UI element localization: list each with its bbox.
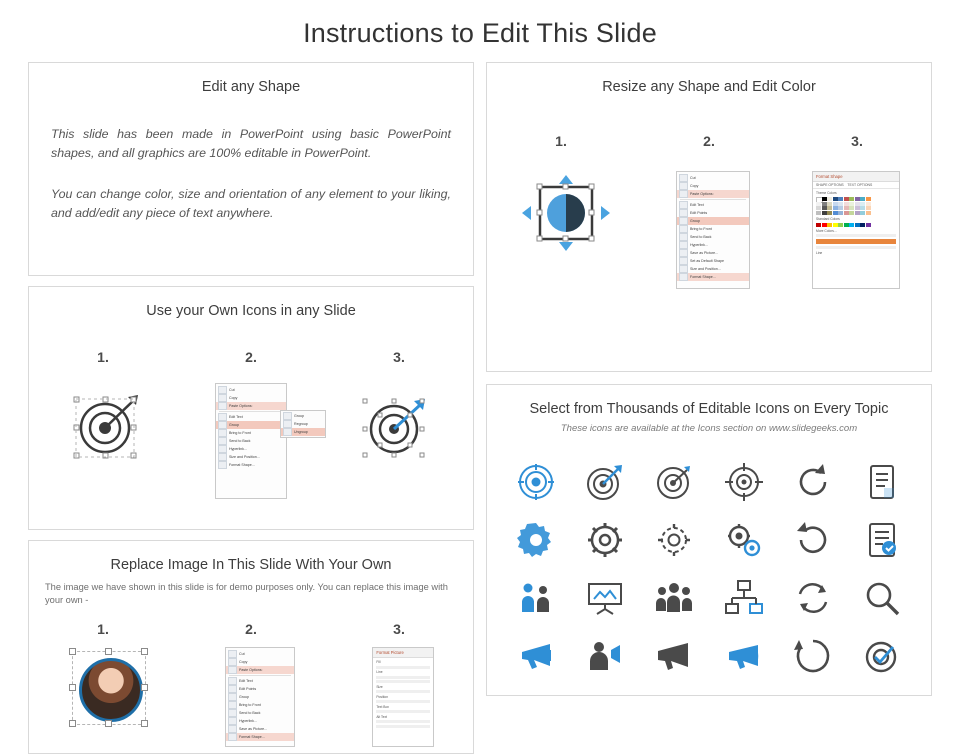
panel-row (376, 676, 430, 679)
save-picture-icon (228, 725, 237, 733)
menu-item-cut: Cut (226, 650, 294, 658)
send-back-icon (218, 437, 227, 445)
cycle-arrows-icon[interactable] (793, 636, 833, 676)
paste-icon (218, 402, 227, 410)
format-shape-tabs (813, 182, 899, 189)
line-label: Line (376, 670, 383, 674)
panel-resize-shape (486, 62, 932, 372)
icon-context-menu-screenshot (215, 383, 308, 499)
menu-item-edit-points: Edit Points (677, 209, 749, 217)
own-icons-step-numbers (29, 349, 473, 365)
save-picture-icon (679, 249, 688, 257)
resize-handle[interactable] (69, 648, 76, 655)
copy-icon (679, 182, 688, 190)
target-dart-icon[interactable] (654, 462, 694, 502)
replace-step-2-number: 2. (245, 621, 257, 637)
document-list-icon[interactable] (862, 462, 902, 502)
gear-blue-icon[interactable] (516, 520, 556, 560)
checklist-icon[interactable] (862, 520, 902, 560)
standard-color-swatches (816, 223, 896, 227)
own-icons-step-3-number: 3. (393, 349, 405, 365)
tab-shape-options: SHAPE OPTIONS (816, 183, 844, 187)
replace-image-note: The image we have shown in this slide is for demo purposes only. You can replace this image with your own - (45, 582, 448, 605)
panel-title-own-icons: Use your Own Icons in any Slide (146, 303, 356, 319)
target-arrow-icon[interactable] (585, 462, 625, 502)
group-icon (283, 412, 292, 420)
menu-item-cut: Cut (677, 174, 749, 182)
format-shape-icon (228, 733, 237, 741)
group-icon (679, 217, 688, 225)
own-icon-selected-demo (62, 383, 148, 469)
menu-item-format-shape: Format Shape... (677, 273, 749, 281)
alt-text-label: Alt Text (376, 714, 388, 719)
resize-handle[interactable] (105, 720, 112, 727)
menu-item-edit-text: Edit Text (677, 201, 749, 209)
format-shape-title: Format Shape (813, 172, 899, 182)
megaphone-icon[interactable] (516, 636, 556, 676)
textbox-label: Text Box (376, 704, 389, 709)
line-label: Line (816, 250, 823, 255)
bring-front-icon (228, 701, 237, 709)
menu-item-copy: Copy (677, 182, 749, 190)
tab-text-options: TEXT OPTIONS (847, 183, 873, 187)
cut-icon (679, 174, 688, 182)
resize-step-3-number: 3. (851, 133, 863, 149)
menu-item-edit-text: Edit Text (216, 413, 286, 421)
loudspeaker-icon[interactable] (654, 636, 694, 676)
menu-item-format-shape: Format Shape... (226, 733, 294, 741)
resize-shape-demo (518, 171, 614, 267)
org-chart-icon[interactable] (724, 578, 764, 618)
menu-item-cut: Cut (216, 386, 286, 394)
menu-item-hyperlink: Hyperlink... (216, 445, 286, 453)
theme-color-swatches (816, 197, 896, 215)
hyperlink-icon (218, 445, 227, 453)
panel-row (376, 690, 430, 693)
panel-title-icon-library: Select from Thousands of Editable Icons on Every Topic (529, 401, 889, 417)
edit-points-icon (679, 209, 688, 217)
edit-shape-paragraph-2: You can change color, size and orientation of any element to your liking, and add/edit any piece of text anywhere. (51, 187, 451, 220)
menu-item-send-to-back: Send to Back (216, 437, 286, 445)
gears-pair-icon[interactable] (724, 520, 764, 560)
menu-item-hyperlink: Hyperlink... (677, 241, 749, 249)
cut-icon (218, 386, 227, 394)
send-back-icon (679, 233, 688, 241)
more-colors-label: More Colors... (816, 228, 837, 233)
menu-item-send-to-back: Send to Back (677, 233, 749, 241)
menu-item-format-shape: Format Shape... (216, 461, 286, 469)
format-picture-title: Format Picture (373, 648, 433, 658)
icon-library-subtitle: These icons are available at the Icons section on www.slidegeeks.com (560, 423, 858, 434)
menu-item-paste-options: Paste Options: (226, 666, 294, 674)
resize-step-1-number: 1. (555, 133, 567, 149)
panel-row (816, 246, 896, 249)
menu-item-group: Group (226, 693, 294, 701)
bring-front-icon (679, 225, 688, 233)
copy-icon (228, 658, 237, 666)
group-submenu (280, 410, 326, 438)
menu-item-save-as-picture: Save as Picture... (677, 249, 749, 257)
menu-item-bring-to-front: Bring to Front (677, 225, 749, 233)
sync-arrows-icon[interactable] (793, 578, 833, 618)
panel-row (376, 666, 430, 669)
regroup-icon (283, 420, 292, 428)
menu-item-paste-options: Paste Options: (677, 190, 749, 198)
replace-image-step-numbers (29, 621, 473, 637)
panel-row (376, 720, 430, 723)
default-shape-icon (679, 257, 688, 265)
resize-handle[interactable] (141, 648, 148, 655)
resize-step-numbers (487, 133, 931, 149)
panel-row (376, 700, 430, 703)
panel-title-resize-shape: Resize any Shape and Edit Color (602, 79, 816, 95)
gear-dashed-icon[interactable] (654, 520, 694, 560)
image-context-menu-screenshot (225, 647, 295, 747)
editable-shape-icon (518, 171, 614, 267)
menu-item-send-to-back: Send to Back (226, 709, 294, 717)
resize-step-2-number: 2. (703, 133, 715, 149)
icon-library-grid (501, 453, 917, 685)
hyperlink-icon (679, 241, 688, 249)
presentation-team-icon[interactable] (585, 578, 625, 618)
edit-text-icon (218, 413, 227, 421)
target-circle-icon[interactable] (516, 462, 556, 502)
menu-item-copy: Copy (216, 394, 286, 402)
bring-front-icon (218, 429, 227, 437)
paste-icon (679, 190, 688, 198)
resize-handle[interactable] (69, 720, 76, 727)
replace-image-step-images (29, 647, 473, 747)
theme-colors-label: Theme Colors (816, 191, 837, 195)
copy-icon (218, 394, 227, 402)
menu-item-copy: Copy (226, 658, 294, 666)
resize-handle[interactable] (69, 684, 76, 691)
panel-row (816, 234, 896, 237)
format-shape-body (813, 189, 899, 257)
portrait-image (79, 658, 143, 722)
menu-item-size-and-position: Size and Position... (216, 453, 286, 461)
panel-use-own-icons (28, 286, 474, 530)
resize-handle[interactable] (141, 720, 148, 727)
own-icons-step-2-number: 2. (245, 349, 257, 365)
size-label: Size (376, 684, 383, 689)
menu-item-save-as-picture: Save as Picture... (226, 725, 294, 733)
reload-circle-icon[interactable] (793, 520, 833, 560)
hyperlink-icon (228, 717, 237, 725)
replace-step-3-number: 3. (393, 621, 405, 637)
send-back-icon (228, 709, 237, 717)
target-ungrouped-icon (354, 383, 440, 469)
format-picture-screenshot (372, 647, 434, 747)
context-menu-screenshot (676, 171, 750, 289)
panel-row (376, 710, 430, 713)
group-icon (218, 421, 227, 429)
size-position-icon (679, 265, 688, 273)
target-arrow-icon (62, 383, 148, 469)
menu-item-bring-to-front: Bring to Front (216, 429, 286, 437)
panel-title-edit-shape: Edit any Shape (201, 79, 301, 95)
standard-colors-label: Standard Colors (816, 216, 840, 221)
panel-title-replace-image: Replace Image In This Slide With Your Own (110, 557, 392, 573)
own-icon-ungrouped-demo (354, 383, 440, 469)
menu-item-bring-to-front: Bring to Front (226, 701, 294, 709)
format-shape-icon (218, 461, 227, 469)
replace-step-1-number: 1. (97, 621, 109, 637)
menu-item-paste-options: Paste Options: (216, 402, 286, 410)
fill-label: Fill (376, 660, 381, 664)
refresh-arrow-icon[interactable] (793, 462, 833, 502)
panel-row (376, 680, 430, 683)
panel-row (376, 725, 430, 728)
size-position-icon (218, 453, 227, 461)
menu-item-edit-points: Edit Points (226, 685, 294, 693)
edit-shape-paragraph-1: This slide has been made in PowerPoint using basic PowerPoint shapes, and all graphics are 100% editable in PowerPoint. (51, 127, 451, 160)
selected-color-bar (816, 239, 896, 244)
menu-divider (219, 411, 283, 412)
resize-handle[interactable] (141, 684, 148, 691)
cut-icon (228, 650, 237, 658)
panel-edit-any-shape (28, 62, 474, 276)
submenu-item-ungroup: Ungroup (281, 428, 325, 436)
people-group-icon[interactable] (516, 578, 556, 618)
menu-item-group: Group (677, 217, 749, 225)
position-label: Position (376, 694, 389, 699)
format-shape-icon (679, 273, 688, 281)
edit-text-icon (679, 201, 688, 209)
panel-icon-library (486, 384, 932, 696)
menu-item-group: Group (216, 421, 286, 429)
paste-icon (228, 666, 237, 674)
ungroup-icon (283, 428, 292, 436)
user-speaker-icon[interactable] (585, 636, 625, 676)
page-title: Instructions to Edit This Slide (303, 18, 657, 48)
team-three-icon[interactable] (654, 578, 694, 618)
target-check-icon[interactable] (862, 636, 902, 676)
edit-text-icon (228, 677, 237, 685)
portrait-selected-demo (68, 647, 148, 727)
edit-points-icon (228, 685, 237, 693)
panel-replace-image (28, 540, 474, 754)
menu-item-set-default-shape: Set as Default Shape (677, 257, 749, 265)
menu-divider (680, 199, 746, 200)
menu-divider (229, 675, 291, 676)
menu-item-edit-text: Edit Text (226, 677, 294, 685)
resize-handle[interactable] (105, 648, 112, 655)
panel-grid (28, 62, 932, 739)
format-shape-screenshot (812, 171, 900, 289)
format-picture-body (373, 658, 433, 731)
menu-item-size-and-position: Size and Position... (677, 265, 749, 273)
own-icons-step-images (29, 383, 473, 499)
group-icon (228, 693, 237, 701)
magnifier-icon[interactable] (862, 578, 902, 618)
bullhorn-icon[interactable] (724, 636, 764, 676)
own-icons-step-1-number: 1. (97, 349, 109, 365)
submenu-item-regroup: Regroup (281, 420, 325, 428)
menu-item-hyperlink: Hyperlink... (226, 717, 294, 725)
submenu-item-group: Group (281, 412, 325, 420)
gear-outline-icon[interactable] (585, 520, 625, 560)
avatar (75, 654, 141, 720)
crosshair-icon[interactable] (724, 462, 764, 502)
resize-step-images (487, 171, 931, 289)
